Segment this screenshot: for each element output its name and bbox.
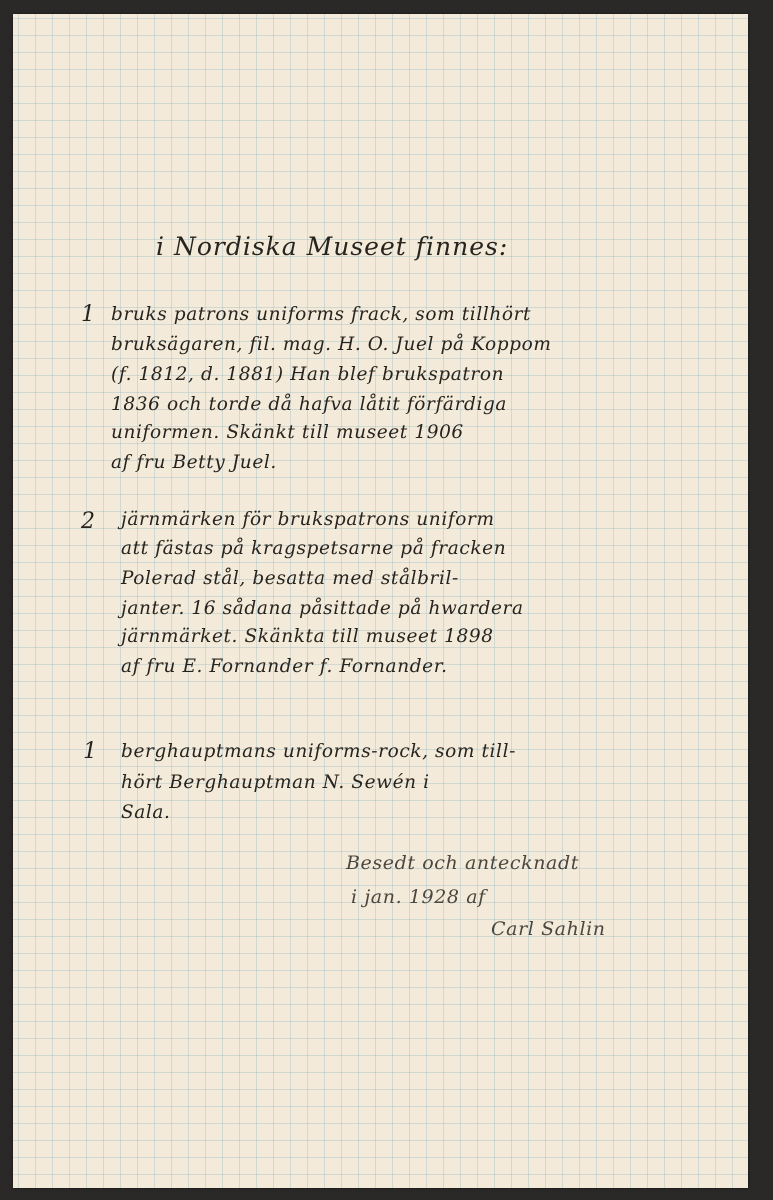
item-text-line: af fru Betty Juel. — [111, 452, 277, 473]
item-text-line: hört Berghauptman N. Sewén i — [121, 772, 430, 793]
item-text-line: janter. 16 sådana påsittade på hwardera — [121, 598, 524, 619]
item-text-line: bruks patrons uniforms frack, som tillhört — [111, 304, 532, 325]
item-text-line: 1836 och torde då hafva låtit förfärdiga — [111, 394, 508, 415]
item-text-line: järnmärken för brukspatrons uniform — [121, 509, 495, 530]
item-text-line: järnmärket. Skänkta till museet 1898 — [121, 626, 494, 647]
item-number: 2 — [81, 509, 95, 534]
item-text-line: Polerad stål, besatta med stålbril- — [121, 568, 459, 589]
signature-name: Carl Sahlin — [491, 918, 606, 940]
item-text-line: uniformen. Skänkt till museet 1906 — [111, 422, 464, 443]
item-text-line: (f. 1812, d. 1881) Han blef brukspatron — [111, 364, 505, 385]
item-number: 1 — [83, 739, 97, 764]
item-text-line: af fru E. Fornander f. Fornander. — [121, 656, 448, 677]
graph-paper-sheet — [13, 14, 748, 1188]
item-text-line: Sala. — [121, 802, 171, 823]
item-text-line: bruksägaren, fil. mag. H. O. Juel på Koppom — [111, 334, 552, 355]
item-text-line: att fästas på kragspetsarne på fracken — [121, 538, 507, 559]
document-title: i Nordiska Museet finnes: — [156, 232, 509, 261]
item-text-line: berghauptmans uniforms-rock, som till- — [121, 741, 516, 762]
item-number: 1 — [81, 302, 95, 327]
signature-line: i jan. 1928 af — [351, 886, 486, 908]
signature-line: Besedt och antecknadt — [346, 852, 579, 874]
